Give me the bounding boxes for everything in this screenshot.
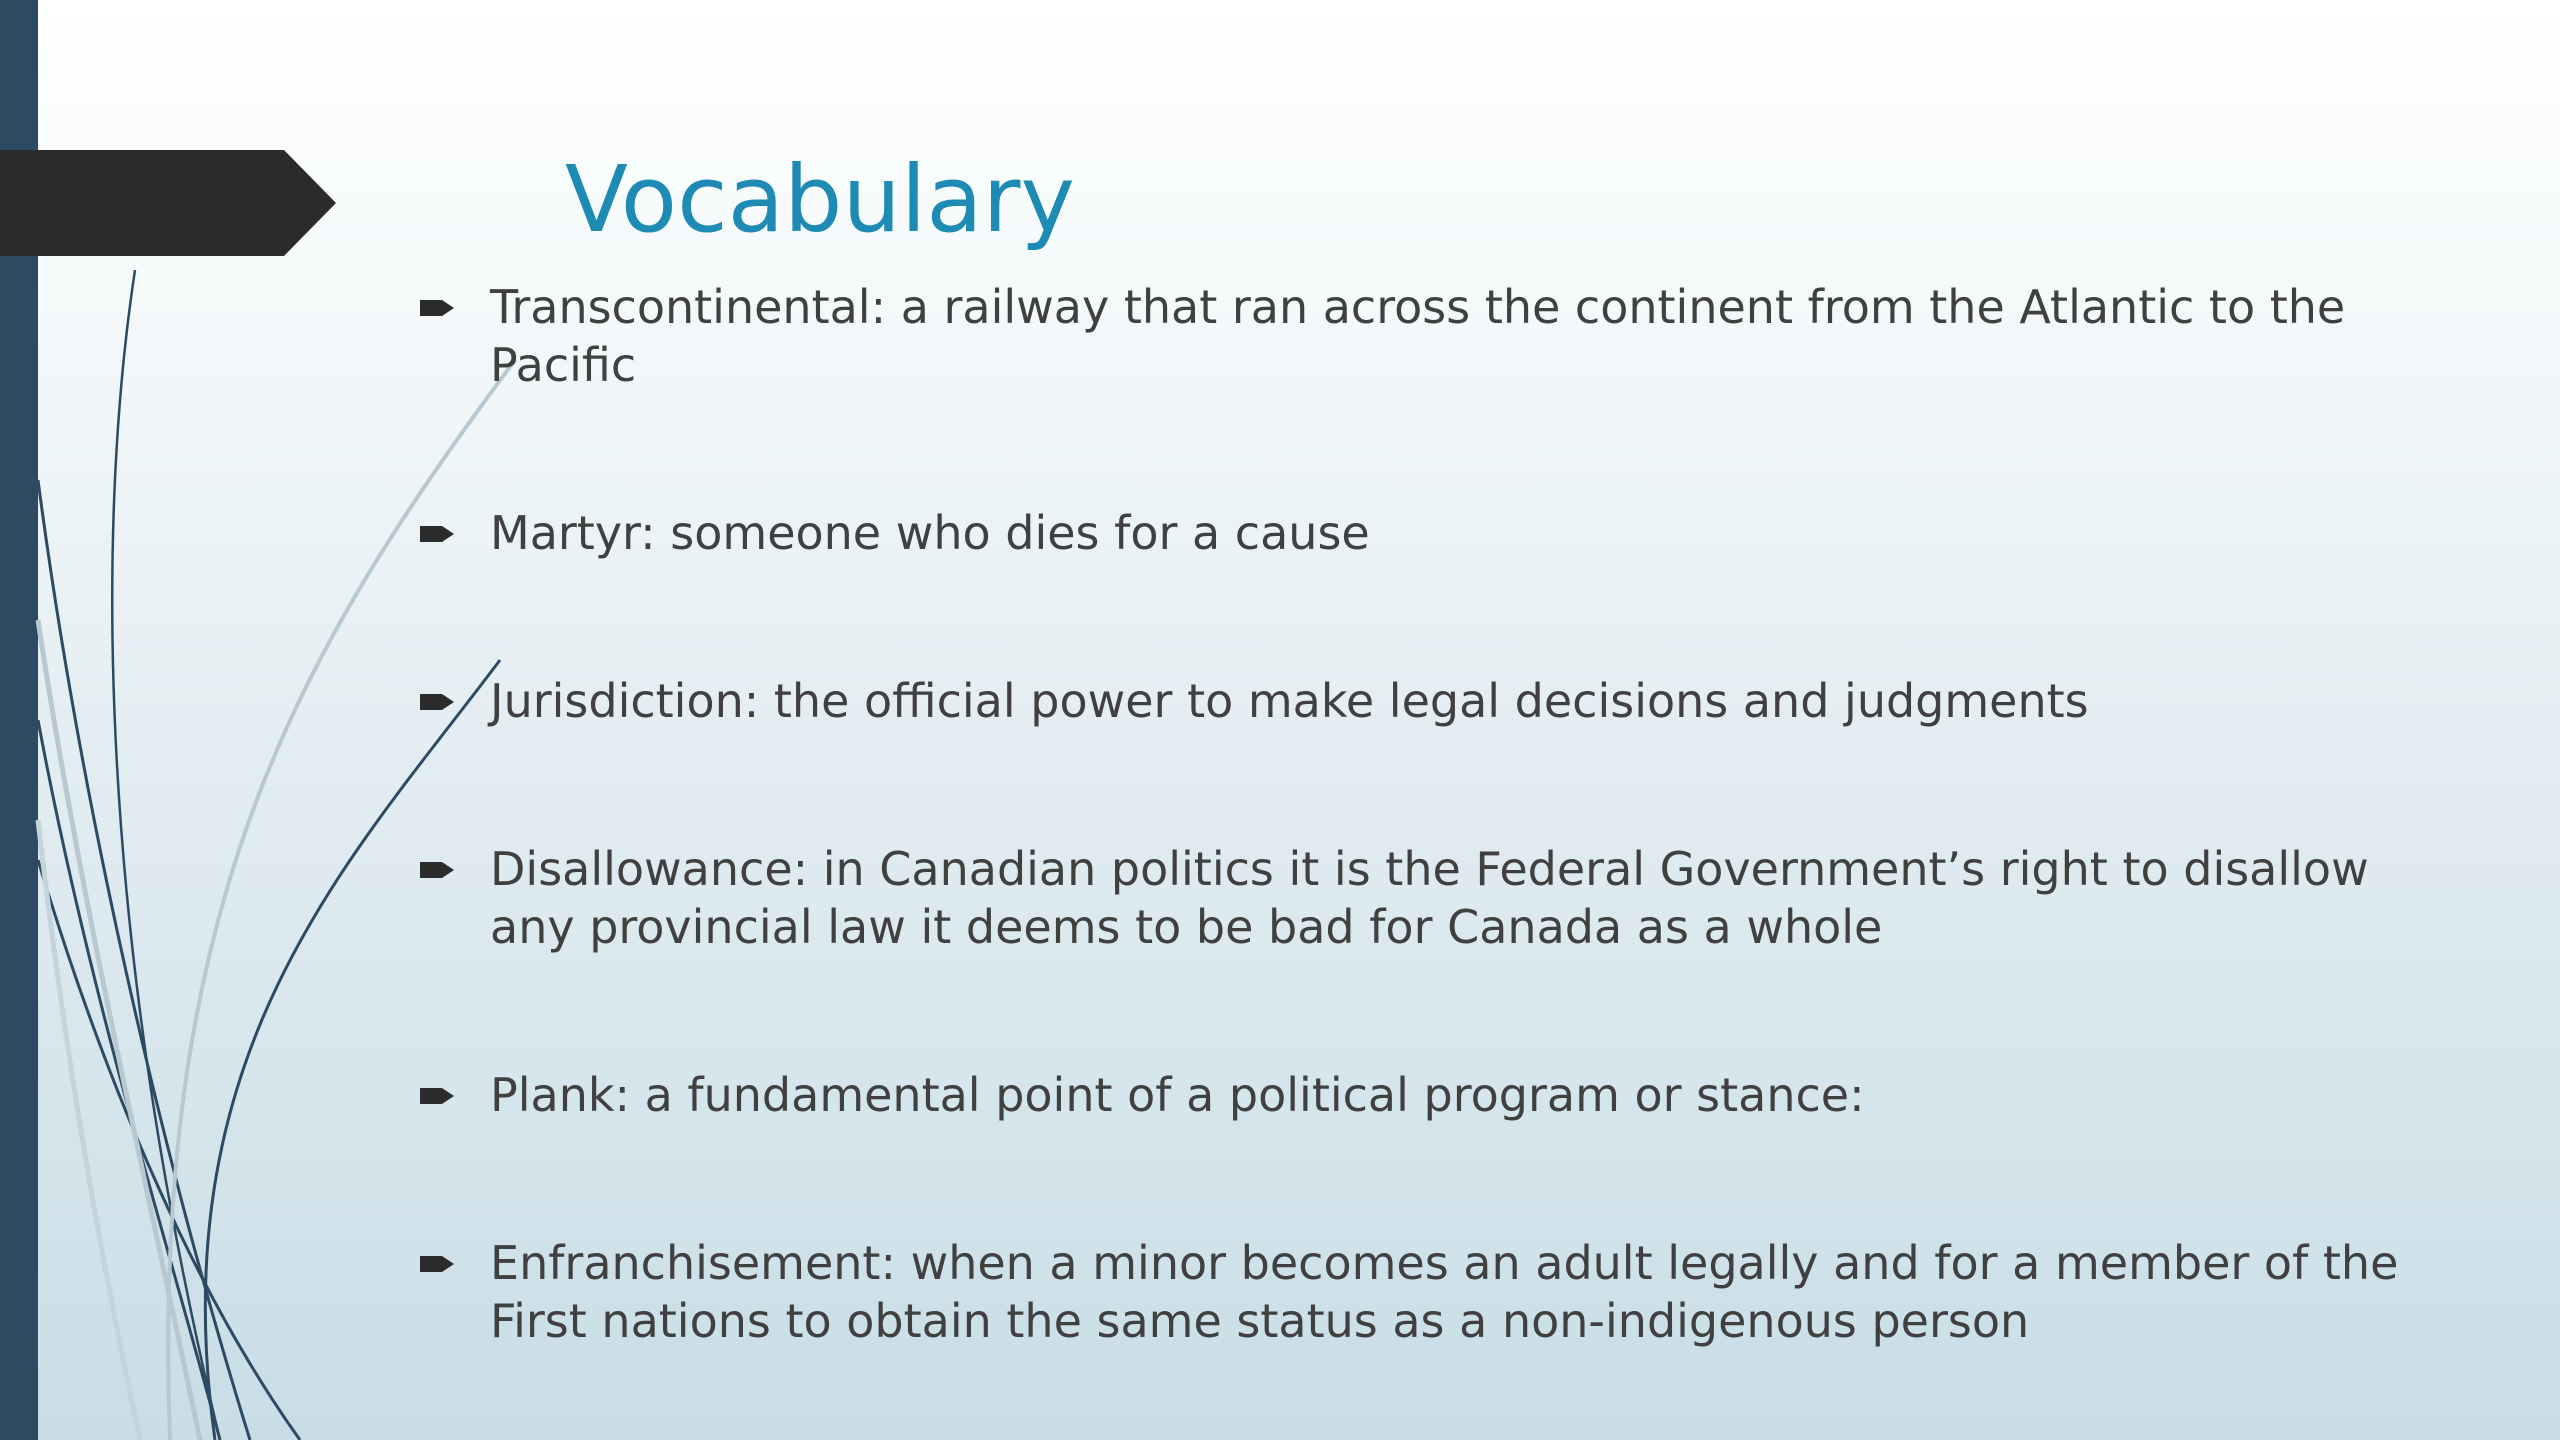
vocab-term: Plank: a fundamental point of a political program or stance:	[490, 1068, 1865, 1122]
arrow-bullet-icon	[420, 1086, 456, 1106]
vocab-term: Disallowance: in Canadian politics it is the Federal Government’s right to disallow any provincial law it deems to be bad for Canada as a whole	[490, 842, 2369, 954]
vocab-term: Jurisdiction: the official power to make legal decisions and judgments	[490, 674, 2089, 728]
vocab-term: Martyr: someone who dies for a cause	[490, 506, 1370, 560]
list-item	[420, 1066, 2410, 1124]
arrow-bullet-icon	[420, 692, 456, 712]
arrow-bullet-icon	[420, 1254, 456, 1274]
list-item	[420, 1234, 2410, 1350]
arrow-bullet-icon	[420, 298, 456, 318]
title-tab-shape	[0, 150, 336, 256]
arrow-bullet-icon	[420, 524, 456, 544]
vocab-term: Enfranchisement: when a minor becomes an adult legally and for a member of the First nations to obtain the same status as a non-indigenous person	[490, 1236, 2399, 1348]
list-item	[420, 672, 2410, 730]
page-title: Vocabulary	[565, 146, 1075, 253]
vocabulary-list	[420, 278, 2410, 1350]
list-item	[420, 840, 2410, 956]
list-item	[420, 278, 2410, 394]
arrow-bullet-icon	[420, 860, 456, 880]
list-item	[420, 504, 2410, 562]
vocab-term: Transcontinental: a railway that ran across the continent from the Atlantic to the Pacific	[490, 280, 2346, 392]
